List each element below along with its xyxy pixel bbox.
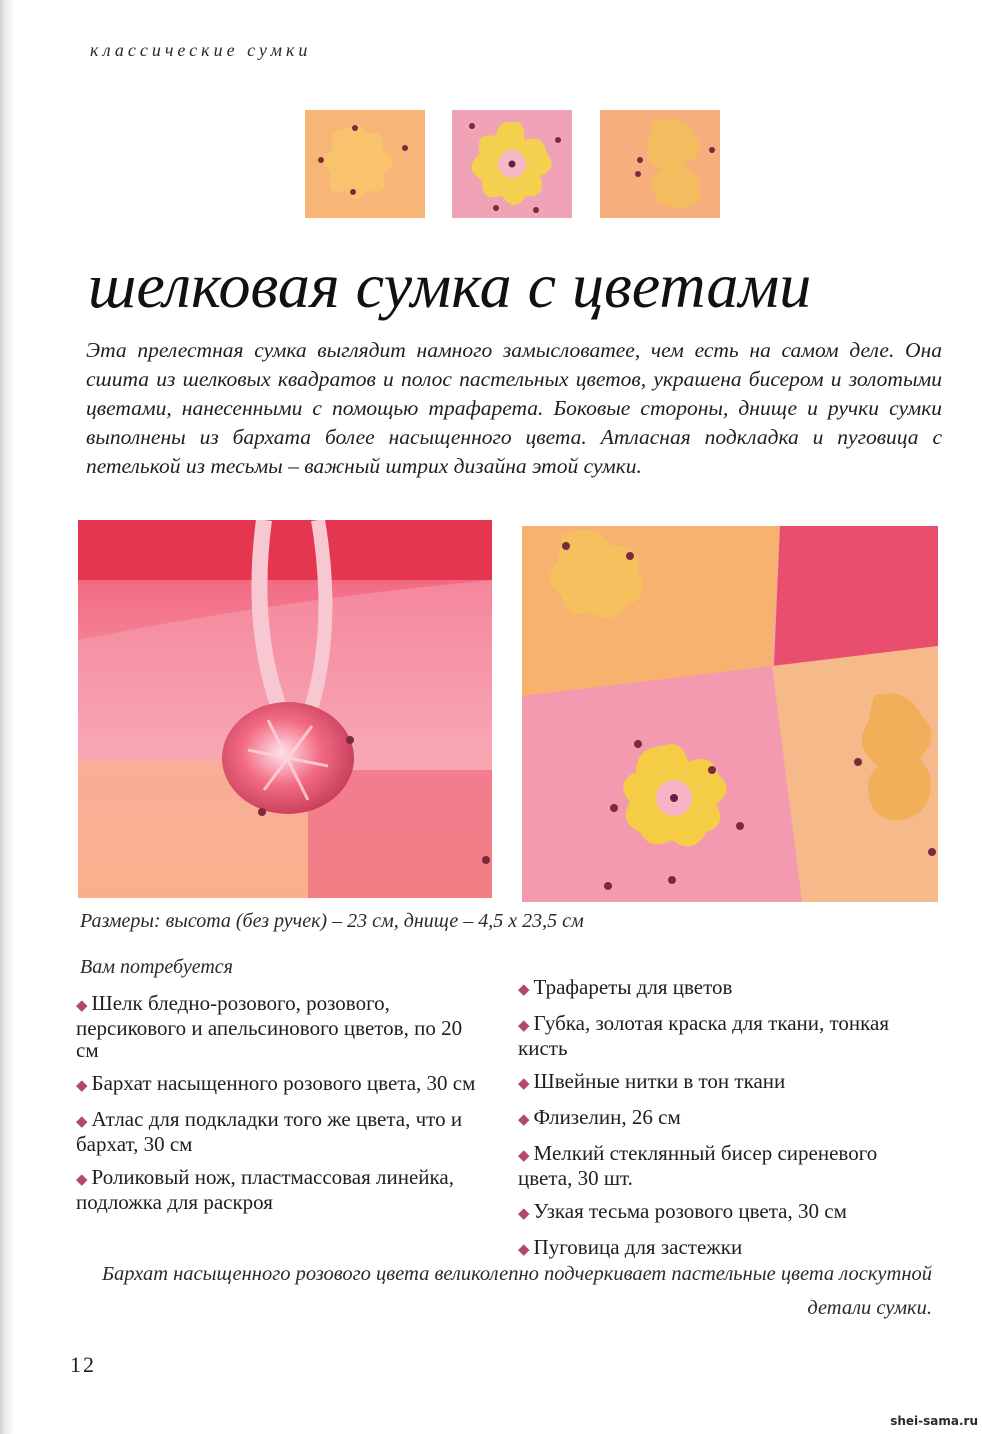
fabric-swatch-pink bbox=[452, 110, 572, 218]
fabric-swatch-orange bbox=[305, 110, 425, 218]
bag-button-photo bbox=[78, 520, 492, 898]
list-item: ◆ Флизелин, 26 см bbox=[518, 1105, 681, 1129]
diamond-bullet-icon: ◆ bbox=[76, 1172, 88, 1188]
list-item: ◆ Бархат насыщенного розового цвета, 30 см bbox=[76, 1071, 476, 1095]
diamond-bullet-icon: ◆ bbox=[518, 1206, 530, 1222]
page-number: 12 bbox=[70, 1352, 96, 1377]
intro-paragraph: Эта прелестная сумка выглядит намного замысловатее, чем есть на самом деле. Она сшита из шелковых квадратов и полос пастельных цветов, украшена бисером и золотыми цветами, нанесенными с помощью трафарета. Боковые стороны, днище и ручки сумки выполнены из бархата более насыщенного цвета. Атласная подкладка и пуговица с петелькой из тесьмы – важный штрих дизайна этой сумки. bbox=[86, 338, 942, 478]
materials-list-right bbox=[518, 976, 922, 1272]
patchwork-flower-photo bbox=[522, 526, 938, 902]
diamond-bullet-icon: ◆ bbox=[76, 998, 88, 1014]
list-item: ◆ Трафареты для цветов bbox=[518, 975, 733, 999]
materials-heading: Вам потребуется bbox=[80, 956, 233, 978]
site-watermark: shei-sama.ru bbox=[890, 1414, 978, 1428]
size-caption: Размеры: высота (без ручек) – 23 см, днище – 4,5 х 23,5 см bbox=[80, 910, 584, 932]
list-item: ◆ Мелкий стеклянный бисер сиреневого цвета, 30 шт. bbox=[518, 1141, 878, 1190]
diamond-bullet-icon: ◆ bbox=[518, 1076, 530, 1092]
diamond-bullet-icon: ◆ bbox=[518, 1018, 530, 1034]
diamond-bullet-icon: ◆ bbox=[518, 1148, 530, 1164]
list-item: ◆ Атлас для подкладки того же цвета, что и бархат, 30 см bbox=[76, 1107, 463, 1156]
list-item: ◆ Губка, золотая краска для ткани, тонкая кисть bbox=[518, 1011, 889, 1060]
page-edge bbox=[0, 0, 14, 1434]
list-item: ◆ Пуговица для застежки bbox=[518, 1235, 743, 1259]
diamond-bullet-icon: ◆ bbox=[76, 1078, 88, 1094]
article-title: шелковая сумка с цветами bbox=[88, 250, 812, 321]
diamond-bullet-icon: ◆ bbox=[76, 1114, 88, 1130]
list-item: ◆ Шелк бледно-розового, розового, персикового и апельсинового цветов, по 20 см bbox=[76, 991, 463, 1062]
list-item: ◆ Узкая тесьма розового цвета, 30 см bbox=[518, 1199, 847, 1223]
diamond-bullet-icon: ◆ bbox=[518, 982, 530, 998]
photo-footnote: Бархат насыщенного розового цвета великолепно подчеркивает пастельные цвета лоскутной детали сумки. bbox=[101, 1263, 932, 1319]
section-header: классические сумки bbox=[90, 40, 312, 60]
diamond-bullet-icon: ◆ bbox=[518, 1112, 530, 1128]
list-item: ◆ Швейные нитки в тон ткани bbox=[518, 1069, 786, 1093]
diamond-bullet-icon: ◆ bbox=[518, 1242, 530, 1258]
list-item: ◆ Роликовый нож, пластмассовая линейка, подложка для раскроя bbox=[76, 1165, 455, 1214]
fabric-swatch-peach bbox=[600, 110, 720, 218]
materials-list-left bbox=[76, 992, 486, 1224]
